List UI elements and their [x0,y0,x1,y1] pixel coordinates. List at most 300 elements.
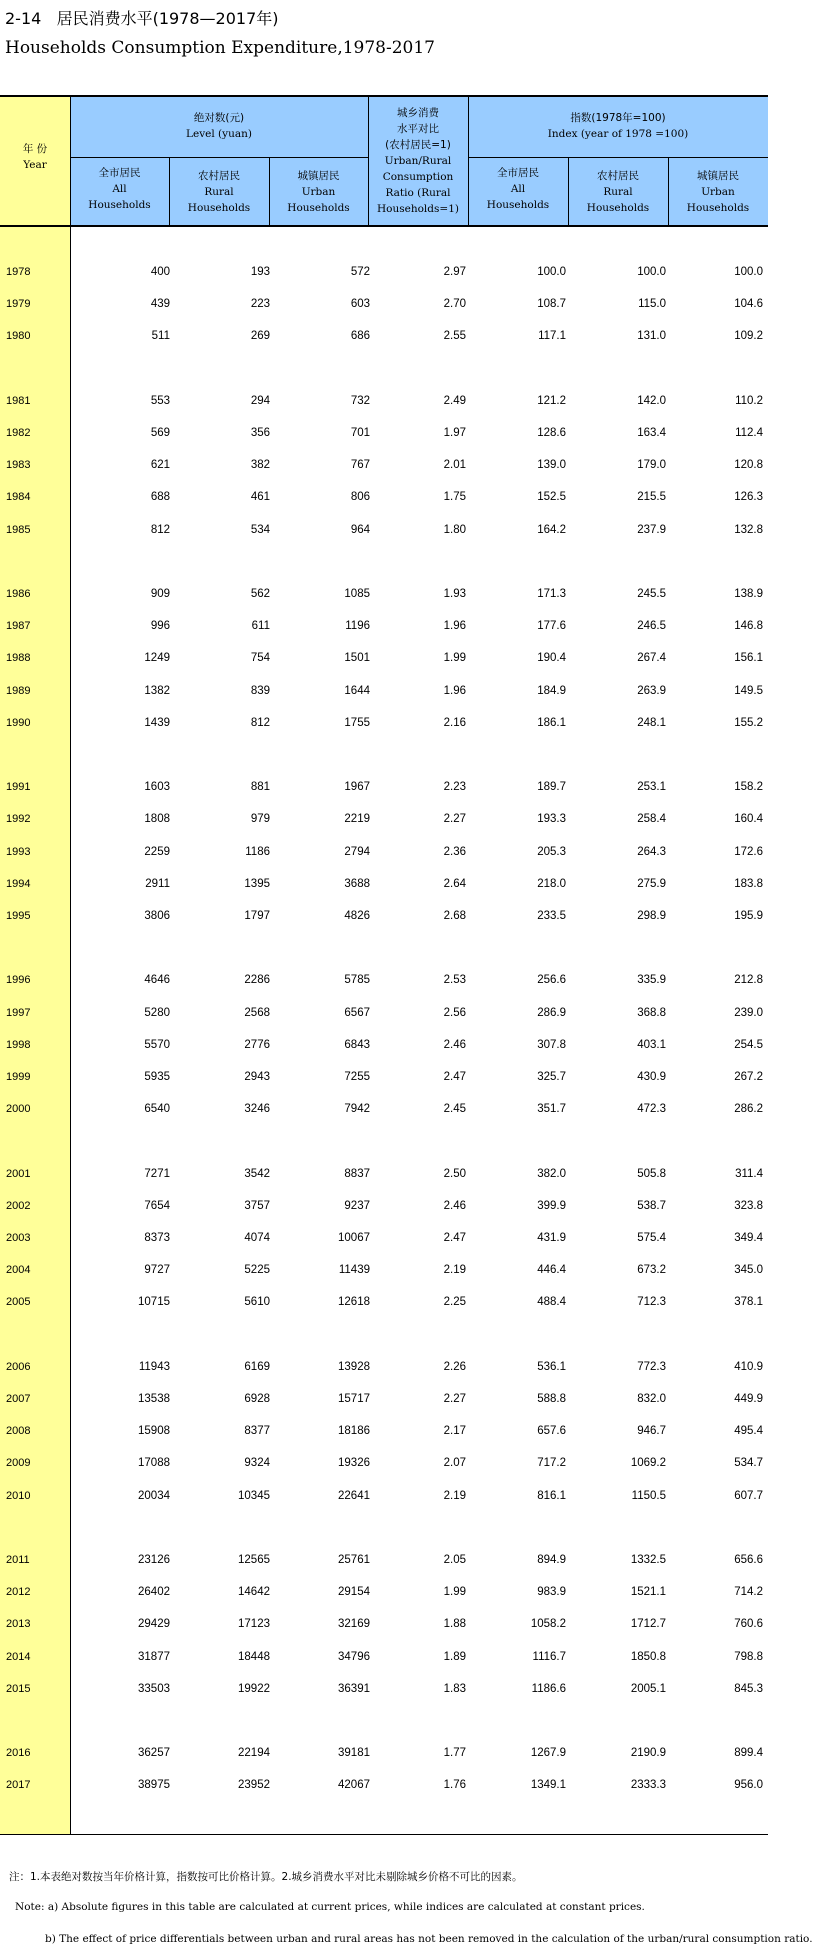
table-row [0,1586,768,1604]
cell-index-urban: 110.2 [735,394,763,407]
table-row [0,1264,768,1282]
cell-index-all: 1186.6 [531,1682,566,1695]
cell-level-all: 553 [150,394,170,407]
cell-ratio: 2.70 [443,298,466,311]
cell-index-rural: 673.2 [637,1264,666,1277]
cell-level-all: 1603 [144,781,170,794]
cell-level-rural: 611 [251,620,270,633]
cell-index-urban: 956.0 [734,1779,763,1792]
cell-level-urban: 1967 [344,781,370,794]
cell-index-rural: 275.9 [637,877,666,890]
header-all-cn: 全市居民 [98,167,141,179]
cell-ratio: 1.83 [443,1682,466,1695]
cell-index-urban: 798.8 [734,1650,763,1663]
cell-year: 2007 [6,1393,31,1405]
cell-year: 2013 [6,1618,31,1631]
cell-level-rural: 461 [250,491,270,504]
cell-index-rural: 1332.5 [630,1554,666,1566]
cell-index-rural: 772.3 [637,1360,666,1373]
cell-level-rural: 193 [250,266,270,278]
table-row [0,1393,768,1411]
cell-index-all: 399.9 [537,1199,566,1212]
cell-index-all: 717.2 [537,1457,566,1470]
header-ratio-line: Urban/Rural [384,155,452,167]
cell-level-urban: 42067 [338,1779,370,1792]
cell-year: 2016 [6,1747,31,1760]
cell-level-urban: 10067 [338,1232,370,1244]
cell-index-urban: 345.0 [734,1264,763,1277]
page-title-english: Households Consumption Expenditure,1978-2017 [5,38,435,58]
header-year-cn: 年 份 [22,143,48,155]
cell-level-all: 23126 [138,1554,170,1566]
cell-index-all: 1116.7 [532,1650,566,1663]
table-row [0,1361,768,1379]
cell-level-urban: 12618 [338,1296,370,1309]
table-row [0,1683,768,1701]
cell-index-urban: 323.8 [734,1199,763,1212]
cell-level-urban: 767 [350,459,370,472]
cell-index-urban: 120.8 [734,459,763,472]
cell-level-all: 33503 [138,1682,170,1695]
header-index-en: Index (year of 1978 =100) [547,128,689,140]
header-index [468,95,768,157]
cell-level-rural: 534 [250,523,270,536]
cell-ratio: 2.97 [443,266,466,278]
cell-index-urban: 112.4 [735,427,763,439]
cell-level-rural: 269 [250,330,270,343]
cell-index-all: 128.6 [537,427,566,439]
header-ratio-line: 水平对比 [397,123,439,135]
cell-level-all: 17088 [138,1457,170,1470]
cell-year: 2000 [6,1103,31,1116]
cell-index-urban: 267.2 [734,1071,763,1083]
cell-level-rural: 10345 [238,1489,270,1502]
cell-index-all: 193.3 [537,813,566,826]
cell-ratio: 2.46 [443,1038,466,1051]
cell-index-rural: 2333.3 [630,1779,666,1792]
cell-index-all: 189.7 [537,781,566,794]
table-row [0,1779,768,1797]
cell-year: 1990 [6,716,31,729]
table-row [0,330,768,348]
cell-index-urban: 126.3 [734,491,763,504]
cell-index-urban: 254.5 [734,1038,763,1051]
cell-ratio: 2.07 [443,1457,466,1470]
cell-index-urban: 109.2 [734,330,763,343]
cell-level-urban: 29154 [338,1586,370,1599]
cell-level-all: 4646 [144,974,170,987]
cell-level-urban: 22641 [338,1489,370,1502]
cell-level-urban: 15717 [338,1393,370,1405]
cell-level-rural: 2776 [244,1038,270,1051]
consumption-table [0,95,768,1835]
cell-year: 1984 [6,491,31,504]
cell-ratio: 1.75 [443,491,466,504]
table-row [0,717,768,735]
header-year [0,133,70,181]
header-ratio-line: (农村居民=1) [385,139,451,151]
cell-year: 2001 [6,1167,31,1180]
cell-level-rural: 881 [250,781,270,794]
cell-index-urban: 149.5 [734,684,763,697]
cell-level-all: 812 [150,523,170,536]
cell-index-urban: 495.4 [734,1425,763,1438]
table-row [0,685,768,703]
cell-level-all: 11943 [138,1360,170,1373]
cell-year: 2011 [6,1554,30,1566]
header-index-cn: 指数(1978年=100) [570,112,666,124]
cell-index-all: 446.4 [537,1264,566,1277]
cell-level-urban: 34796 [338,1650,370,1663]
table-row [0,878,768,896]
cell-index-urban: 172.6 [734,845,763,858]
header-index-all [468,153,568,225]
header-ratio-line: Consumption [382,171,454,183]
cell-level-rural: 6169 [244,1360,270,1373]
cell-index-rural: 245.5 [637,588,666,600]
cell-index-all: 139.0 [537,459,566,472]
cell-ratio: 2.27 [443,1393,466,1405]
cell-ratio: 2.56 [443,1006,466,1019]
cell-ratio: 2.19 [443,1489,466,1502]
cell-year: 1978 [6,266,31,278]
cell-index-urban: 183.8 [734,877,763,890]
cell-index-rural: 1069.2 [630,1457,666,1470]
cell-index-all: 588.8 [537,1393,566,1405]
table-row [0,910,768,928]
header-urban-en: Households [287,201,350,214]
header-urban-en: Urban [701,185,735,198]
header-all-cn: 全市居民 [497,167,539,179]
header-ratio-line: Ratio (Rural [385,187,451,199]
cell-level-all: 909 [150,588,170,600]
cell-year: 1985 [6,523,31,536]
cell-level-urban: 3688 [344,877,370,890]
cell-level-urban: 806 [350,491,370,504]
cell-year: 2003 [6,1232,31,1244]
header-rural-en: Households [187,201,251,214]
cell-index-all: 983.9 [537,1586,566,1599]
table-row [0,491,768,509]
header-urban-cn: 城镇居民 [697,169,739,182]
cell-year: 2005 [6,1296,31,1309]
table-row [0,1071,768,1089]
cell-index-urban: 160.4 [734,813,763,826]
cell-index-all: 1349.1 [530,1779,566,1792]
cell-level-all: 511 [151,330,170,343]
cell-level-all: 29429 [138,1618,170,1631]
cell-level-urban: 8837 [344,1167,370,1180]
cell-index-all: 488.4 [537,1296,566,1309]
header-all-en: Households [486,199,550,211]
cell-ratio: 2.01 [443,459,466,472]
cell-level-rural: 9324 [244,1457,270,1470]
table-row [0,1296,768,1314]
cell-year: 1998 [6,1038,31,1051]
cell-level-rural: 22194 [238,1747,270,1760]
cell-index-urban: 656.6 [734,1554,763,1566]
table-row [0,1747,768,1765]
cell-index-all: 1058.2 [530,1618,566,1631]
cell-index-urban: 239.0 [734,1006,763,1019]
cell-ratio: 2.53 [443,974,466,987]
cell-index-rural: 248.1 [637,716,666,729]
table-row [0,1425,768,1443]
cell-level-all: 439 [150,298,170,311]
cell-index-rural: 832.0 [637,1393,666,1405]
table-row [0,1200,768,1218]
cell-level-rural: 5225 [244,1264,270,1277]
cell-year: 1980 [6,330,31,343]
cell-level-urban: 7255 [344,1071,370,1083]
cell-index-all: 108.7 [537,298,566,311]
cell-ratio: 1.96 [443,620,466,633]
table-row [0,620,768,638]
cell-index-urban: 760.6 [734,1618,763,1631]
header-all-en: All [112,183,127,195]
table-row [0,1618,768,1636]
cell-year: 2015 [6,1682,31,1695]
cell-ratio: 2.55 [443,330,466,343]
header-urban-en: Urban [301,185,336,198]
cell-level-urban: 6843 [344,1038,370,1051]
cell-index-all: 816.1 [537,1489,566,1502]
cell-index-rural: 505.8 [637,1167,666,1180]
table-row [0,427,768,445]
cell-ratio: 1.77 [443,1747,466,1760]
cell-index-all: 177.6 [537,620,566,633]
cell-index-urban: 378.1 [734,1296,763,1309]
cell-year: 1982 [6,427,31,439]
cell-level-all: 1439 [144,716,170,729]
cell-ratio: 2.16 [443,716,466,729]
table-row [0,1490,768,1508]
cell-index-all: 184.9 [537,684,566,697]
table-row [0,1457,768,1475]
cell-level-urban: 39181 [338,1747,370,1760]
cell-year: 2014 [6,1650,31,1663]
cell-ratio: 2.50 [443,1167,466,1180]
cell-ratio: 2.36 [443,845,466,858]
cell-level-rural: 1797 [244,910,270,922]
cell-level-urban: 36391 [338,1682,370,1695]
cell-level-all: 20034 [138,1489,170,1502]
header-level-urban [269,157,368,226]
cell-level-urban: 18186 [338,1425,370,1438]
cell-year: 1981 [6,394,31,407]
cell-year: 2002 [6,1199,31,1212]
header-rural-en: Households [586,201,650,214]
cell-level-all: 36257 [138,1747,170,1760]
header-rural-en: Rural [603,185,633,198]
cell-index-rural: 263.9 [637,684,666,697]
cell-year: 1996 [6,974,31,987]
cell-ratio: 1.76 [443,1779,466,1792]
cell-level-urban: 25761 [338,1554,370,1566]
cell-year: 1983 [6,459,31,472]
cell-index-rural: 430.9 [637,1071,666,1083]
cell-year: 1997 [6,1006,31,1019]
table-row [0,1651,768,1669]
cell-level-all: 7271 [144,1167,170,1180]
cell-index-all: 894.9 [537,1554,566,1566]
note-english-b: b) The effect of price differentials between urban and rural areas has not been removed in the calculation of the urban/rural consumption ratio. [45,1933,813,1945]
bottom-rule [0,1834,768,1835]
cell-index-rural: 237.9 [637,523,666,536]
cell-index-all: 186.1 [537,716,566,729]
cell-level-rural: 1395 [244,877,270,890]
cell-index-rural: 253.1 [637,781,666,794]
cell-index-all: 205.3 [537,845,566,858]
cell-index-all: 152.5 [537,491,566,504]
cell-level-all: 1808 [144,813,170,826]
cell-index-urban: 410.9 [734,1360,763,1373]
cell-index-all: 233.5 [537,910,566,922]
title-chinese-text: 居民消费水平(1978—2017年) [56,9,279,28]
cell-year: 2006 [6,1360,31,1373]
cell-index-all: 100.0 [537,266,566,278]
cell-level-rural: 6928 [244,1393,270,1405]
cell-index-all: 307.8 [537,1038,566,1051]
cell-index-rural: 258.4 [637,813,666,826]
cell-index-urban: 138.9 [734,588,763,600]
cell-level-rural: 3757 [244,1199,270,1212]
cell-level-urban: 5785 [344,974,370,987]
cell-year: 1989 [6,684,31,697]
cell-level-rural: 754 [250,652,270,665]
page-title-chinese [5,6,279,29]
cell-index-urban: 156.1 [734,652,763,665]
cell-index-rural: 115.0 [638,298,666,311]
cell-index-rural: 335.9 [637,974,666,987]
cell-level-rural: 8377 [244,1425,270,1438]
cell-ratio: 1.80 [443,523,466,536]
table-row [0,1103,768,1121]
cell-level-rural: 4074 [244,1232,270,1244]
cell-year: 1994 [6,877,31,890]
cell-ratio: 2.27 [443,813,466,826]
cell-index-all: 218.0 [537,877,566,890]
cell-level-rural: 2568 [244,1006,270,1019]
header-index-rural [568,157,668,226]
header-level-en: Level (yuan) [186,128,252,140]
cell-level-all: 569 [150,427,170,439]
cell-index-all: 657.6 [537,1425,566,1438]
table-row [0,266,768,284]
cell-level-all: 5570 [144,1038,170,1051]
table-row [0,781,768,799]
cell-index-rural: 246.5 [637,620,666,633]
cell-index-urban: 899.4 [734,1747,763,1760]
cell-ratio: 2.45 [443,1103,466,1116]
cell-index-all: 351.7 [537,1103,566,1116]
header-year-en: Year [23,159,47,171]
cell-level-all: 2911 [145,877,170,890]
header-level-cn: 绝对数(元) [193,112,245,124]
cell-level-rural: 1186 [245,845,270,858]
cell-index-urban: 155.2 [734,716,763,729]
cell-index-urban: 212.8 [734,974,763,987]
table-row [0,588,768,606]
header-all-en: Households [88,199,151,211]
cell-index-rural: 946.7 [637,1425,666,1438]
cell-level-rural: 3542 [244,1167,270,1180]
cell-index-all: 286.9 [537,1006,566,1019]
cell-level-urban: 964 [350,523,370,536]
cell-year: 2017 [6,1779,31,1792]
cell-index-urban: 158.2 [734,781,763,794]
cell-level-rural: 839 [250,684,270,697]
cell-index-rural: 1850.8 [630,1650,666,1663]
cell-index-all: 171.3 [537,588,566,600]
cell-level-rural: 2943 [244,1071,270,1083]
cell-index-urban: 132.8 [734,523,763,536]
cell-level-rural: 17123 [238,1618,270,1631]
cell-level-urban: 1196 [345,620,370,633]
cell-level-urban: 686 [350,330,370,343]
table-row [0,974,768,992]
cell-level-urban: 1501 [344,652,370,665]
cell-level-all: 1382 [144,684,170,697]
table-code: 2-14 [5,9,42,28]
cell-level-rural: 562 [250,588,270,600]
table-row [0,813,768,831]
cell-index-rural: 1150.5 [631,1489,666,1502]
cell-level-all: 688 [150,491,170,504]
cell-level-all: 9727 [144,1264,170,1277]
cell-level-all: 8373 [144,1232,170,1244]
cell-index-urban: 146.8 [734,620,763,633]
cell-ratio: 1.88 [443,1618,466,1631]
cell-level-urban: 1644 [344,684,370,697]
cell-level-rural: 23952 [238,1779,270,1792]
cell-year: 2004 [6,1264,31,1277]
cell-index-urban: 534.7 [734,1457,763,1470]
cell-ratio: 2.47 [443,1232,466,1244]
cell-level-all: 15908 [138,1425,170,1438]
header-all-en: All [510,183,526,195]
cell-index-all: 164.2 [537,523,566,536]
cell-ratio: 2.47 [443,1071,466,1083]
header-ratio-line: 城乡消费 [397,107,439,119]
cell-ratio: 1.99 [443,652,466,665]
cell-index-all: 325.7 [537,1071,566,1083]
cell-ratio: 2.17 [443,1425,466,1438]
header-level-all [70,153,169,225]
cell-level-all: 26402 [138,1586,170,1599]
year-column-background [0,95,70,1835]
cell-index-rural: 131.0 [637,330,666,343]
cell-index-rural: 472.3 [637,1103,666,1116]
table-row [0,395,768,413]
cell-index-urban: 714.2 [734,1586,763,1599]
header-level [70,95,368,157]
cell-year: 1995 [6,910,31,922]
cell-ratio: 1.97 [443,427,466,439]
cell-index-urban: 311.4 [735,1167,763,1180]
cell-index-rural: 215.5 [637,491,666,504]
cell-index-all: 190.4 [537,652,566,665]
cell-level-rural: 294 [250,394,270,407]
cell-index-urban: 104.6 [734,298,763,311]
cell-level-rural: 382 [250,459,270,472]
cell-level-urban: 7942 [344,1103,370,1116]
cell-level-urban: 6567 [344,1006,370,1019]
table-row [0,652,768,670]
cell-year: 1991 [6,781,31,794]
cell-year: 1999 [6,1071,31,1083]
cell-level-rural: 5610 [244,1296,270,1309]
